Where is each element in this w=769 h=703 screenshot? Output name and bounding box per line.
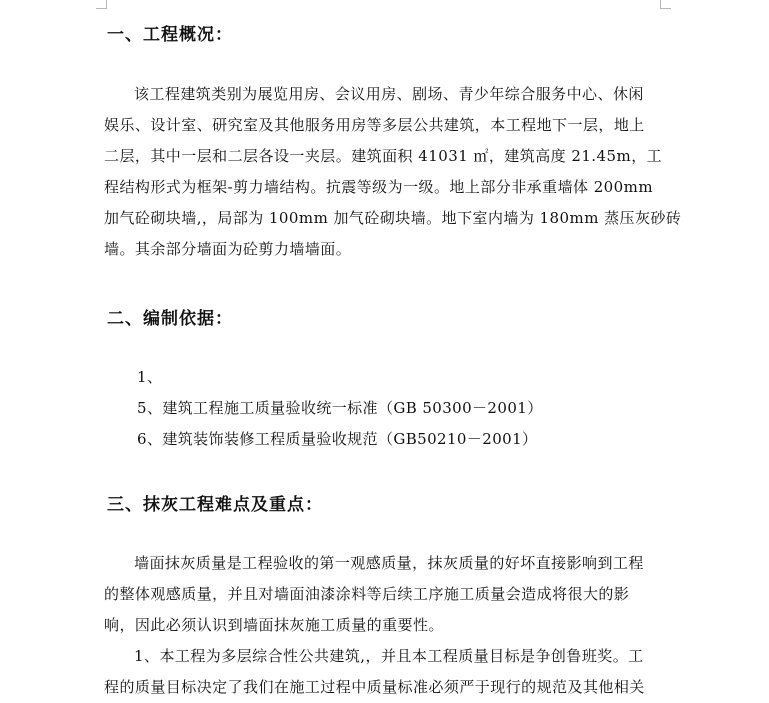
paragraph-line: 该工程建筑类别为展览用房、会议用房、剧场、青少年综合服务中心、休闲 bbox=[134, 85, 644, 103]
basis-list-item: 1、 bbox=[137, 368, 163, 386]
paragraph-line: 程的质量目标决定了我们在施工过程中质量标准必须严于现行的规范及其他相关 bbox=[104, 678, 645, 696]
page-corner-mark-left bbox=[96, 0, 107, 9]
paragraph-line: 的整体观感质量，并且对墙面油漆涂料等后续工序施工质量会造成将很大的影 bbox=[104, 585, 630, 603]
section-heading-basis: 二、编制依据： bbox=[107, 309, 233, 329]
paragraph-line: 响，因此必须认识到墙面抹灰施工质量的重要性。 bbox=[104, 616, 444, 634]
basis-list-item: 5、建筑工程施工质量验收统一标准（GB 50300－2001） bbox=[137, 399, 543, 417]
paragraph-line: 二层，其中一层和二层各设一夹层。建筑面积 41031 ㎡，建筑高度 21.45m，工 bbox=[104, 147, 663, 165]
paragraph-line: 墙。其余部分墙面为砼剪力墙墙面。 bbox=[104, 240, 352, 258]
overview-paragraph bbox=[104, 79, 682, 265]
section-heading-overview: 一、工程概况： bbox=[107, 25, 233, 45]
section-heading-key-points: 三、抹灰工程难点及重点： bbox=[107, 495, 323, 515]
key-points-paragraph bbox=[104, 548, 664, 703]
basis-list-item: 6、建筑装饰装修工程质量验收规范（GB50210－2001） bbox=[137, 430, 538, 448]
paragraph-line: 加气砼砌块墙,，局部为 100mm 加气砼砌块墙。地下室内墙为 180mm 蒸压灰砂砖 bbox=[104, 209, 682, 227]
page-corner-mark-right bbox=[660, 0, 671, 9]
paragraph-line: 娱乐、设计室、研究室及其他服务用房等多层公共建筑，本工程地下一层，地上 bbox=[104, 116, 645, 134]
paragraph-line: 1、本工程为多层综合性公共建筑,，并且本工程质量目标是争创鲁班奖。工 bbox=[134, 647, 644, 665]
paragraph-line: 墙面抹灰质量是工程验收的第一观感质量，抹灰质量的好坏直接影响到工程 bbox=[134, 554, 644, 572]
paragraph-line: 程结构形式为框架-剪力墙结构。抗震等级为一级。地上部分非承重墙体 200mm bbox=[104, 178, 654, 196]
